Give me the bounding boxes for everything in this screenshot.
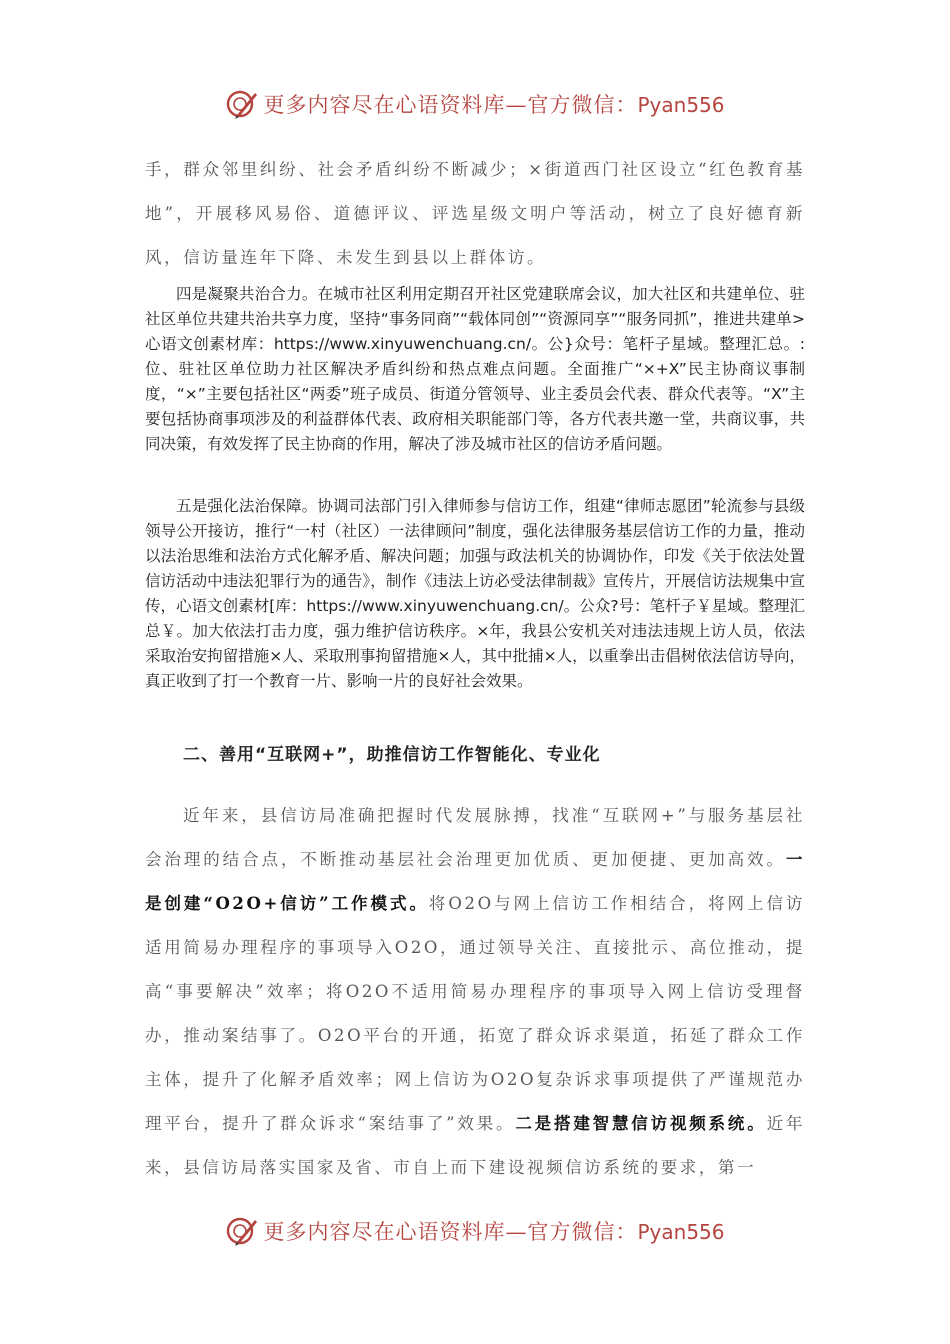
- p4-bold-lead-1: 一是创建“O2O+信访”工作模式。: [145, 850, 805, 913]
- section-heading: 二、善用“互联网+”，助推信访工作智能化、专业化: [183, 745, 601, 765]
- p4-bold-lead-2: 二是搭建智慧信访视频系统。: [515, 1114, 767, 1133]
- banner-text: 更多内容尽在心语资料库—官方微信：Pyan556: [263, 1220, 725, 1244]
- banner-wechat-id: Pyan556: [637, 93, 725, 117]
- paragraph-internet-plus: [145, 794, 805, 1190]
- banner-text: 更多内容尽在心语资料库—官方微信：Pyan556: [263, 93, 725, 117]
- paragraph-rule-of-law: 五是强化法治保障。协调司法部门引入律师参与信访工作，组建“律师志愿团”轮流参与县级领导公开接访，推行“一村（社区）一法律顾问”制度，强化法律服务基层信访工作的力量，推动以法治思维和法治方式化解矛盾、解决问题；加强与政法机关的协调协作，印发《关于依法处置信访活动中违法犯罪行为的通告》，制作《违法上访必受法律制裁》宣传片，开展信访法规集中宣传，心语文创素材[库：https://www.xinyuwenchuang.cn/。公众?号：笔杆子￥星域。整理汇总￥。加大依法打击力度，强力维护信访秩序。×年，我县公安机关对违法违规上访人员，依法采取治安拘留措施×人、采取刑事拘留措施×人，其中批捕×人，以重拳出击倡树依法信访导向，真正收到了打一个教育一片、影响一片的良好社会效果。: [145, 497, 805, 690]
- footer-banner: [0, 1211, 950, 1251]
- header-banner: [0, 84, 950, 124]
- pen-logo-icon: [225, 87, 259, 121]
- paragraph-continued: 手，群众邻里纠纷、社会矛盾纠纷不断减少；×街道西门社区设立“红色教育基地”，开展移风易俗、道德评议、评选星级文明户等活动，树立了良好德育新风，信访量连年下降、未发生到县以上群体访。: [145, 160, 805, 267]
- pen-logo-icon: [225, 1214, 259, 1248]
- p4-body-2: 近年来，县信访局落实国家及省、市自上而下建设视频信访系统的要求，第一: [145, 1114, 806, 1177]
- p4-intro: 近年来，县信访局准确把握时代发展脉搏，找准“互联网+”与服务基层社会治理的结合点，不断推动基层社会治理更加优质、更加便捷、更加高效。: [145, 806, 805, 869]
- paragraph-governance: 四是凝聚共治合力。在城市社区利用定期召开社区党建联席会议，加大社区和共建单位、驻社区单位共建共治共享力度，坚持“事务同商”“载体同创”“资源同享”“服务同抓”，推进共建单>心语文创素材库：https://www.xinyuwenchuang.cn/。公}众号：笔杆子星域。整理汇总。:位、驻社区单位助力社区解决矛盾纠纷和热点难点问题。全面推广“×+X”民主协商议事制度，“×”主要包括社区“两委”班子成员、街道分管领导、业主委员会代表、群众代表等。“X”主要包括协商事项涉及的利益群体代表、政府相关职能部门等，各方代表共邀一堂，共商议事，共同决策，有效发挥了民主协商的作用，解决了涉及城市社区的信访矛盾问题。: [145, 285, 805, 453]
- banner-wechat-id: Pyan556: [637, 1220, 725, 1244]
- p4-body-1: 将O2O与网上信访工作相结合，将网上信访适用简易办理程序的事项导入O2O，通过领导关注、直接批示、高位推动，提高“事要解决”效率；将O2O不适用简易办理程序的事项导入网上信访受理督办，推动案结事了。O2O平台的开通，拓宽了群众诉求渠道，拓延了群众工作主体，提升了化解矛盾效率；网上信访为O2O复杂诉求事项提供了严谨规范办理平台，提升了群众诉求“案结事了”效果。: [145, 894, 805, 1133]
